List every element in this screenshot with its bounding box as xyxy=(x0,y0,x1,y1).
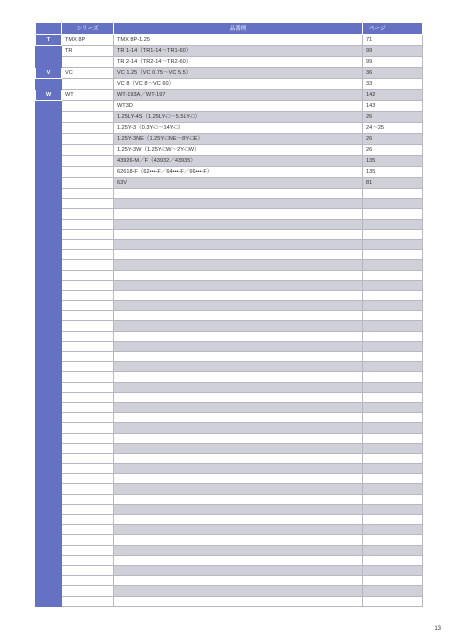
series-letter xyxy=(36,280,62,290)
series-name xyxy=(62,145,114,156)
series-name xyxy=(62,178,114,189)
page-ref xyxy=(363,525,423,535)
table-row-empty xyxy=(36,402,423,412)
page-ref xyxy=(363,290,423,300)
part-example xyxy=(114,586,363,596)
page-ref xyxy=(363,515,423,525)
series-letter: T xyxy=(36,35,62,46)
page-ref: 33 xyxy=(363,79,423,90)
part-example xyxy=(114,250,363,260)
series-name xyxy=(62,596,114,606)
page-ref xyxy=(363,545,423,555)
page-ref: 81 xyxy=(363,178,423,189)
series-letter: V xyxy=(36,68,62,79)
series-letter xyxy=(36,555,62,565)
table-row-empty xyxy=(36,535,423,545)
page-ref: 99 xyxy=(363,57,423,68)
page-ref xyxy=(363,341,423,351)
table-row-empty xyxy=(36,280,423,290)
series-letter xyxy=(36,189,62,199)
table-row-empty xyxy=(36,321,423,331)
table-row xyxy=(36,123,423,134)
series-name xyxy=(62,474,114,484)
series-name xyxy=(62,57,114,68)
series-letter xyxy=(36,270,62,280)
series-letter xyxy=(36,382,62,392)
series-name xyxy=(62,239,114,249)
series-name xyxy=(62,134,114,145)
part-example xyxy=(114,453,363,463)
series-letter xyxy=(36,494,62,504)
series-name xyxy=(62,402,114,412)
table-row-empty xyxy=(36,453,423,463)
page-ref xyxy=(363,576,423,586)
series-name xyxy=(62,123,114,134)
table-row-empty xyxy=(36,382,423,392)
table-row-empty xyxy=(36,576,423,586)
page-ref xyxy=(363,586,423,596)
series-letter xyxy=(36,301,62,311)
part-example xyxy=(114,341,363,351)
page-ref: 71 xyxy=(363,35,423,46)
part-example xyxy=(114,199,363,209)
table-row-empty xyxy=(36,290,423,300)
table-row-empty xyxy=(36,372,423,382)
page-ref xyxy=(363,535,423,545)
page-ref xyxy=(363,382,423,392)
page-ref xyxy=(363,555,423,565)
header-page: ページ xyxy=(363,23,423,35)
series-letter xyxy=(36,101,62,112)
page-ref xyxy=(363,219,423,229)
series-name xyxy=(62,199,114,209)
part-example: TMX 8P-1.25 xyxy=(114,35,363,46)
series-letter xyxy=(36,423,62,433)
page-ref xyxy=(363,565,423,575)
page-ref xyxy=(363,392,423,402)
series-letter xyxy=(36,112,62,123)
series-letter xyxy=(36,372,62,382)
part-example xyxy=(114,474,363,484)
series-letter xyxy=(36,362,62,372)
series-name xyxy=(62,555,114,565)
part-example xyxy=(114,515,363,525)
series-letter xyxy=(36,209,62,219)
part-example xyxy=(114,280,363,290)
series-name xyxy=(62,270,114,280)
page-number: 13 xyxy=(434,626,441,632)
table-row-empty xyxy=(36,443,423,453)
table-row-empty xyxy=(36,189,423,199)
series-letter xyxy=(36,57,62,68)
page-ref: 26 xyxy=(363,145,423,156)
part-example: 1.25Y-3W（1.25Y-□W〜2Y-□W） xyxy=(114,145,363,156)
part-example: TR 2-14（TR2-14〜TR2-60） xyxy=(114,57,363,68)
table-row-empty xyxy=(36,474,423,484)
series-letter xyxy=(36,576,62,586)
series-name xyxy=(62,372,114,382)
series-letter xyxy=(36,464,62,474)
part-example xyxy=(114,219,363,229)
page-ref xyxy=(363,311,423,321)
part-example xyxy=(114,270,363,280)
series-name: VC xyxy=(62,68,114,79)
series-name xyxy=(62,576,114,586)
series-letter xyxy=(36,321,62,331)
page-ref xyxy=(363,280,423,290)
part-example: 63V xyxy=(114,178,363,189)
page-ref xyxy=(363,453,423,463)
series-name xyxy=(62,484,114,494)
series-letter xyxy=(36,123,62,134)
part-example: VC 8（VC 8〜VC 60） xyxy=(114,79,363,90)
part-example xyxy=(114,402,363,412)
table-row-empty xyxy=(36,341,423,351)
series-letter xyxy=(36,167,62,178)
series-name xyxy=(62,167,114,178)
series-name xyxy=(62,423,114,433)
series-letter xyxy=(36,199,62,209)
page-ref xyxy=(363,321,423,331)
part-example xyxy=(114,484,363,494)
table-row-empty xyxy=(36,352,423,362)
page-ref: 26 xyxy=(363,112,423,123)
series-name xyxy=(62,586,114,596)
table-row xyxy=(36,57,423,68)
part-example xyxy=(114,301,363,311)
page-ref xyxy=(363,504,423,514)
series-name xyxy=(62,515,114,525)
page-ref xyxy=(363,464,423,474)
series-name xyxy=(62,250,114,260)
table-row xyxy=(36,101,423,112)
series-letter xyxy=(36,525,62,535)
series-name xyxy=(62,362,114,372)
table-row-empty xyxy=(36,586,423,596)
page-ref xyxy=(363,199,423,209)
series-letter xyxy=(36,290,62,300)
table-row xyxy=(36,79,423,90)
page-ref xyxy=(363,372,423,382)
series-letter xyxy=(36,474,62,484)
page-ref xyxy=(363,209,423,219)
page-ref: 99 xyxy=(363,46,423,57)
table-row-empty xyxy=(36,413,423,423)
series-letter: W xyxy=(36,90,62,101)
series-name xyxy=(62,290,114,300)
part-example: 1.25Y-3（0.3Y-□〜14Y-□） xyxy=(114,123,363,134)
part-example: TR 1-14（TR1-14〜TR1-60） xyxy=(114,46,363,57)
page-ref xyxy=(363,433,423,443)
part-example xyxy=(114,525,363,535)
part-example xyxy=(114,362,363,372)
part-example xyxy=(114,260,363,270)
table-row xyxy=(36,90,423,101)
page-ref xyxy=(363,270,423,280)
table-row-empty xyxy=(36,596,423,606)
part-example: 43926-M／F（43932／43935） xyxy=(114,156,363,167)
page-ref xyxy=(363,423,423,433)
series-name xyxy=(62,392,114,402)
page-ref xyxy=(363,413,423,423)
series-name xyxy=(62,79,114,90)
series-name xyxy=(62,433,114,443)
table-row-empty xyxy=(36,555,423,565)
part-example xyxy=(114,494,363,504)
series-name xyxy=(62,464,114,474)
part-example: VC 1.25（VC 0.75〜VC 5.5） xyxy=(114,68,363,79)
series-name xyxy=(62,341,114,351)
part-example xyxy=(114,331,363,341)
series-name xyxy=(62,382,114,392)
series-name xyxy=(62,321,114,331)
page-ref: 24〜25 xyxy=(363,123,423,134)
part-example: 1.25LY-4S（1.25LY-□〜5.5LY-□） xyxy=(114,112,363,123)
table-body xyxy=(36,35,423,607)
table-row-empty xyxy=(36,515,423,525)
series-letter xyxy=(36,311,62,321)
series-letter xyxy=(36,515,62,525)
part-example xyxy=(114,535,363,545)
part-example xyxy=(114,433,363,443)
part-example: WT-193A／WT-197 xyxy=(114,90,363,101)
series-name xyxy=(62,565,114,575)
series-name: WT xyxy=(62,90,114,101)
series-name xyxy=(62,352,114,362)
series-name xyxy=(62,504,114,514)
part-example xyxy=(114,443,363,453)
part-example xyxy=(114,372,363,382)
page-ref xyxy=(363,443,423,453)
part-example xyxy=(114,321,363,331)
table-row-empty xyxy=(36,331,423,341)
series-letter xyxy=(36,586,62,596)
table-row xyxy=(36,178,423,189)
series-letter xyxy=(36,545,62,555)
series-letter xyxy=(36,392,62,402)
series-name xyxy=(62,494,114,504)
table-row xyxy=(36,35,423,46)
series-letter xyxy=(36,484,62,494)
table-row xyxy=(36,134,423,145)
series-letter xyxy=(36,535,62,545)
series-letter xyxy=(36,178,62,189)
table-row-empty xyxy=(36,209,423,219)
table-row-empty xyxy=(36,494,423,504)
page-ref xyxy=(363,260,423,270)
part-example xyxy=(114,189,363,199)
series-letter xyxy=(36,565,62,575)
table-row-empty xyxy=(36,219,423,229)
series-name xyxy=(62,443,114,453)
part-example xyxy=(114,392,363,402)
part-example xyxy=(114,464,363,474)
table-row-empty xyxy=(36,362,423,372)
series-name xyxy=(62,301,114,311)
part-example xyxy=(114,423,363,433)
series-name xyxy=(62,311,114,321)
series-name xyxy=(62,101,114,112)
table-row xyxy=(36,156,423,167)
series-letter xyxy=(36,413,62,423)
part-example xyxy=(114,565,363,575)
series-letter xyxy=(36,596,62,606)
series-name xyxy=(62,156,114,167)
page-ref: 135 xyxy=(363,167,423,178)
series-letter xyxy=(36,156,62,167)
part-example xyxy=(114,504,363,514)
table-row-empty xyxy=(36,504,423,514)
series-letter xyxy=(36,331,62,341)
series-name xyxy=(62,219,114,229)
part-example: WT3D xyxy=(114,101,363,112)
parts-index-table xyxy=(35,22,423,607)
part-example: 62618-F（62•••-F／64•••-F／66•••-F） xyxy=(114,167,363,178)
table-row xyxy=(36,68,423,79)
series-name xyxy=(62,229,114,239)
series-letter xyxy=(36,79,62,90)
series-name xyxy=(62,112,114,123)
part-example xyxy=(114,239,363,249)
part-example xyxy=(114,555,363,565)
part-example xyxy=(114,413,363,423)
table-row-empty xyxy=(36,301,423,311)
table-header-row xyxy=(36,23,423,35)
series-name xyxy=(62,545,114,555)
part-example xyxy=(114,576,363,586)
series-name xyxy=(62,189,114,199)
series-name xyxy=(62,535,114,545)
page-ref xyxy=(363,362,423,372)
table-row xyxy=(36,46,423,57)
header-part-example: 品番例 xyxy=(114,23,363,35)
page-ref xyxy=(363,189,423,199)
part-example xyxy=(114,596,363,606)
header-series: シリーズ xyxy=(62,23,114,35)
page-ref xyxy=(363,239,423,249)
series-letter xyxy=(36,341,62,351)
series-name: TR xyxy=(62,46,114,57)
series-letter xyxy=(36,239,62,249)
series-name xyxy=(62,525,114,535)
table-row-empty xyxy=(36,311,423,321)
series-letter xyxy=(36,134,62,145)
part-example xyxy=(114,382,363,392)
page-ref xyxy=(363,331,423,341)
series-name xyxy=(62,331,114,341)
series-name xyxy=(62,209,114,219)
series-letter xyxy=(36,219,62,229)
table-row-empty xyxy=(36,525,423,535)
series-letter xyxy=(36,145,62,156)
table-row-empty xyxy=(36,260,423,270)
page-ref: 36 xyxy=(363,68,423,79)
page-ref xyxy=(363,484,423,494)
series-letter xyxy=(36,352,62,362)
page-ref xyxy=(363,474,423,484)
series-name: TMX 8P xyxy=(62,35,114,46)
series-name xyxy=(62,280,114,290)
part-example xyxy=(114,545,363,555)
page-ref: 135 xyxy=(363,156,423,167)
series-name xyxy=(62,260,114,270)
series-letter xyxy=(36,402,62,412)
page-ref: 26 xyxy=(363,134,423,145)
series-letter xyxy=(36,504,62,514)
part-example: 1.25Y-3NE（1.25Y-□NE〜8Y-□E） xyxy=(114,134,363,145)
table-row-empty xyxy=(36,565,423,575)
series-letter xyxy=(36,260,62,270)
series-name xyxy=(62,453,114,463)
series-letter xyxy=(36,453,62,463)
table-row xyxy=(36,145,423,156)
table-row-empty xyxy=(36,270,423,280)
series-name xyxy=(62,413,114,423)
table-row-empty xyxy=(36,423,423,433)
series-letter xyxy=(36,443,62,453)
table-row-empty xyxy=(36,484,423,494)
part-example xyxy=(114,229,363,239)
page-ref xyxy=(363,229,423,239)
part-example xyxy=(114,311,363,321)
table-row xyxy=(36,112,423,123)
page-ref: 142 xyxy=(363,90,423,101)
page-ref xyxy=(363,352,423,362)
table-row-empty xyxy=(36,433,423,443)
table-row-empty xyxy=(36,392,423,402)
series-letter xyxy=(36,46,62,57)
part-example xyxy=(114,209,363,219)
page-ref xyxy=(363,596,423,606)
table-row-empty xyxy=(36,229,423,239)
table-row-empty xyxy=(36,464,423,474)
header-letter xyxy=(36,23,62,35)
series-letter xyxy=(36,250,62,260)
page-ref xyxy=(363,494,423,504)
table-row-empty xyxy=(36,545,423,555)
table-row-empty xyxy=(36,239,423,249)
table-row-empty xyxy=(36,250,423,260)
page-ref xyxy=(363,402,423,412)
part-example xyxy=(114,352,363,362)
series-letter xyxy=(36,433,62,443)
table-row xyxy=(36,167,423,178)
page-ref: 143 xyxy=(363,101,423,112)
page-ref xyxy=(363,250,423,260)
page-ref xyxy=(363,301,423,311)
table-row-empty xyxy=(36,199,423,209)
part-example xyxy=(114,290,363,300)
series-letter xyxy=(36,229,62,239)
